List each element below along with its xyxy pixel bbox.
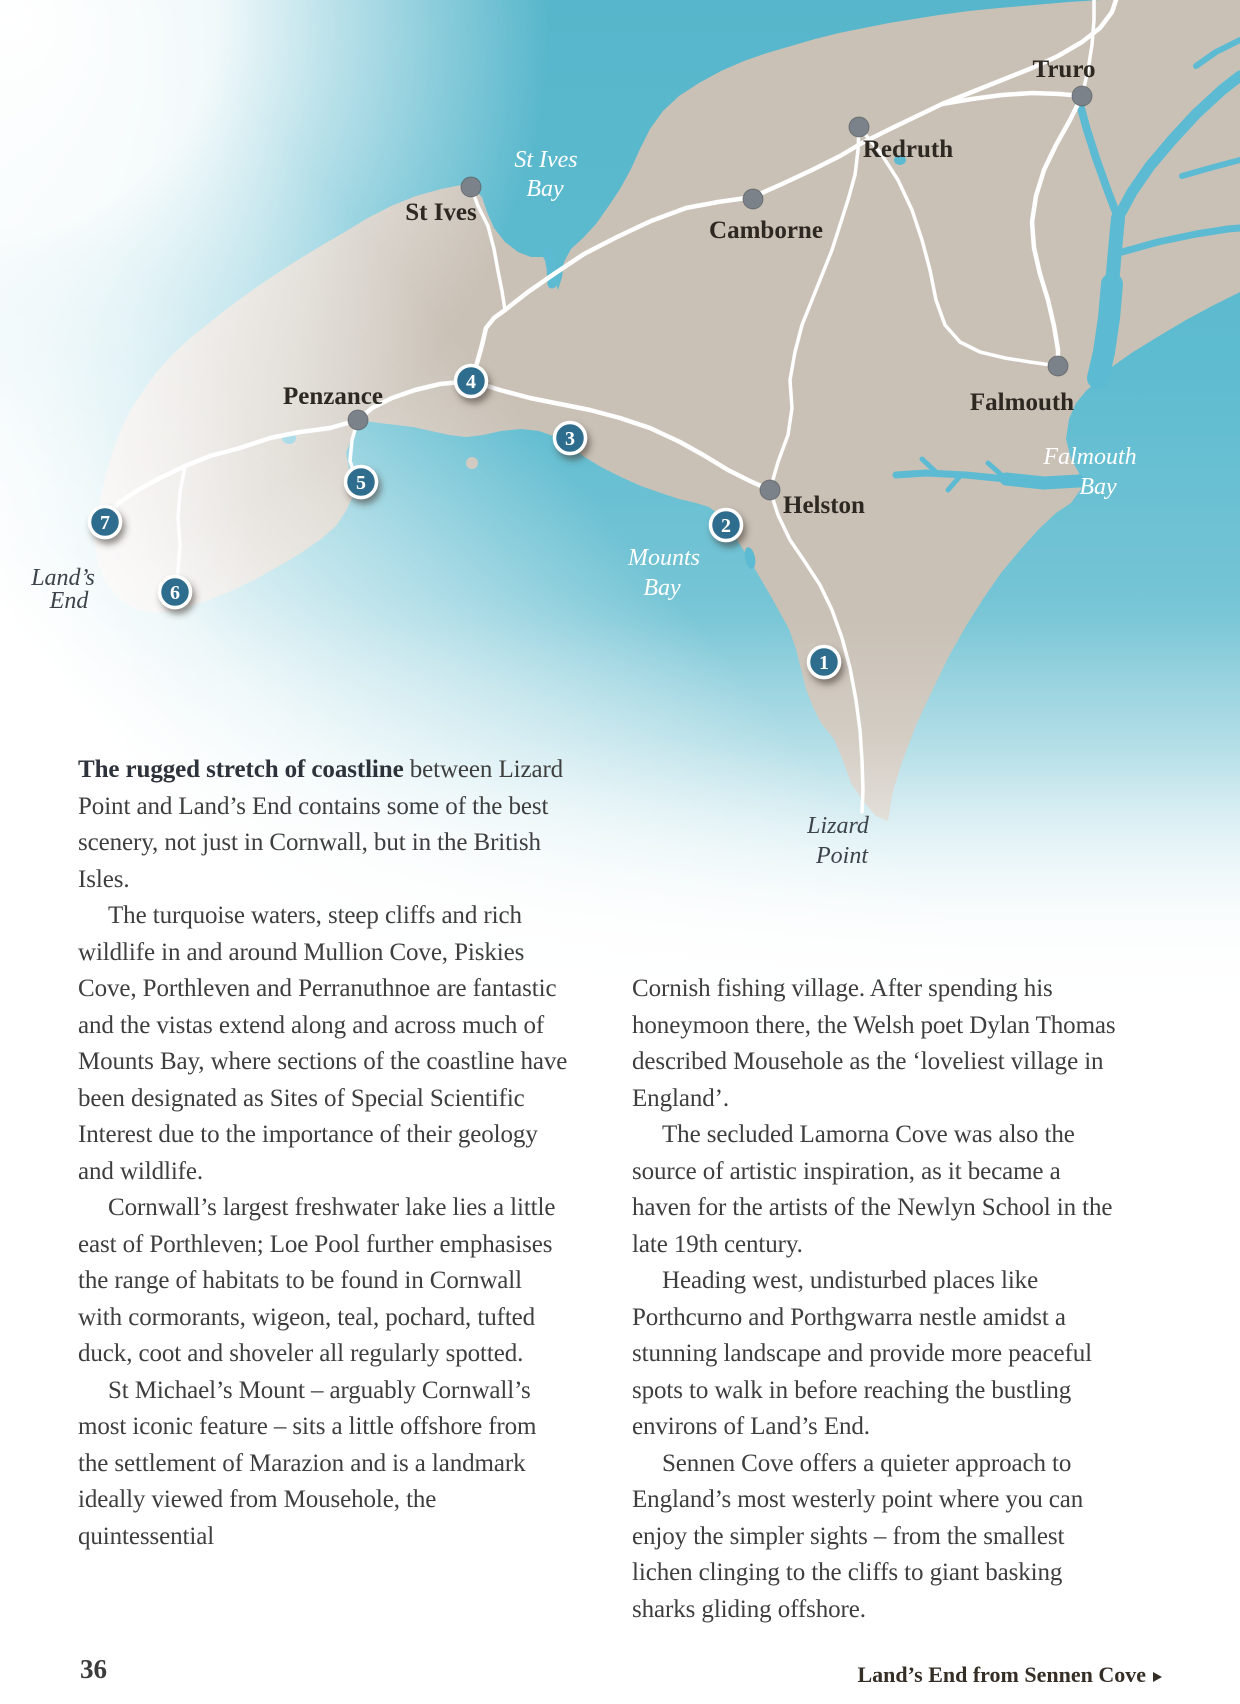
article-paragraph: The turquoise waters, steep cliffs and rich wildlife in and around Mullion Cove, Piskies Cove, Porthleven and Perranuthnoe are fantastic and the vistas extend along and across much of Mounts Bay, where sections of the coastline have been designated as Sites of Special Scientific Interest due to the importance of their geology and wildlife. xyxy=(78,902,568,1185)
article-paragraph: St Michael’s Mount – arguably Cornwall’s most iconic feature – sits a little offshore from the settlement of Marazion and is a landmark ideally viewed from Mousehole, the quintessential xyxy=(78,1376,537,1550)
label-lands-end-1: Land’s xyxy=(31,565,95,591)
walk-marker-6-number: 6 xyxy=(170,582,180,604)
label-lands-end-2: End xyxy=(49,588,89,614)
walk-marker-2 xyxy=(711,510,742,541)
town-dot-helston xyxy=(760,480,780,500)
label-truro: Truro xyxy=(1032,56,1096,83)
label-lizard-point-1: Lizard xyxy=(807,813,869,839)
footer-walk-title-text: Land’s End from Sennen Cove xyxy=(857,1662,1146,1687)
walk-marker-3 xyxy=(555,423,586,454)
label-st-ives-bay-2: Bay xyxy=(526,176,564,202)
lead-rest-text: between Lizard Point and Land’s End contains some of the best scenery, not just in Cornwall, but in the British Isles. xyxy=(78,756,564,893)
town-dot-truro xyxy=(1072,86,1092,106)
label-falmouth-bay-2: Bay xyxy=(1079,474,1117,500)
article-column-left xyxy=(78,752,570,1555)
arrow-right-icon xyxy=(1153,1672,1162,1682)
walk-marker-3-number: 3 xyxy=(565,428,575,450)
label-helston: Helston xyxy=(783,492,865,519)
article-paragraph: The secluded Lamorna Cove was also the source of artistic inspiration, as it became a haven for the artists of the Newlyn School in the late 19th century. xyxy=(632,1121,1113,1258)
walk-marker-7 xyxy=(90,507,121,538)
label-redruth: Redruth xyxy=(862,136,954,163)
walk-marker-2-number: 2 xyxy=(721,515,731,537)
walk-marker-1 xyxy=(809,647,840,678)
walk-marker-1-number: 1 xyxy=(819,652,829,674)
lead-bold-text: The rugged stretch of coastline xyxy=(78,756,404,783)
label-lizard-point-2: Point xyxy=(816,843,868,869)
label-st-ives: St Ives xyxy=(405,199,477,226)
walk-marker-4 xyxy=(456,366,487,397)
town-dot-penzance xyxy=(348,410,368,430)
walk-marker-7-number: 7 xyxy=(100,512,110,534)
article-paragraph: Cornwall’s largest freshwater lake lies a little east of Porthleven; Loe Pool further emphasises the range of habitats to be found in Cornwall with cormorants, wigeon, teal, pochard, tufted duck, coot and shoveler all regularly spotted. xyxy=(78,1194,556,1367)
label-mounts-bay-2: Bay xyxy=(643,575,681,601)
article-paragraph: Cornish fishing village. After spending his honeymoon there, the Welsh poet Dylan Thomas described Mousehole as the ‘loveliest village in England’. xyxy=(632,975,1116,1112)
article-paragraph: Sennen Cove offers a quieter approach to England’s most westerly point where you can enjoy the simpler sights – from the smallest lichen clinging to the cliffs to giant basking sharks gliding offshore. xyxy=(632,1449,1084,1623)
walk-marker-6 xyxy=(160,577,191,608)
page-number: 36 xyxy=(80,1654,107,1684)
article-paragraph: Heading west, undisturbed places like Porthcurno and Porthgwarra nestle amidst a stunning landscape and provide more peaceful spots to walk in before reaching the bustling environs of Land’s End. xyxy=(632,1267,1093,1440)
town-dot-camborne xyxy=(743,189,763,209)
label-camborne: Camborne xyxy=(709,217,823,244)
label-st-ives-bay-1: St Ives xyxy=(514,147,578,173)
walk-marker-5 xyxy=(346,467,377,498)
label-falmouth: Falmouth xyxy=(969,389,1075,416)
footer-walk-title xyxy=(857,1662,1162,1688)
town-dot-falmouth xyxy=(1048,356,1068,376)
town-dot-st-ives xyxy=(461,177,481,197)
walk-marker-4-number: 4 xyxy=(466,371,476,393)
walk-marker-5-number: 5 xyxy=(356,472,366,494)
label-falmouth-bay-1: Falmouth xyxy=(1043,444,1137,470)
article-column-right xyxy=(632,971,1124,1628)
town-dot-redruth xyxy=(849,117,869,137)
label-penzance: Penzance xyxy=(283,383,383,410)
label-mounts-bay-1: Mounts xyxy=(628,545,700,571)
article-paragraph-lead xyxy=(78,752,570,898)
